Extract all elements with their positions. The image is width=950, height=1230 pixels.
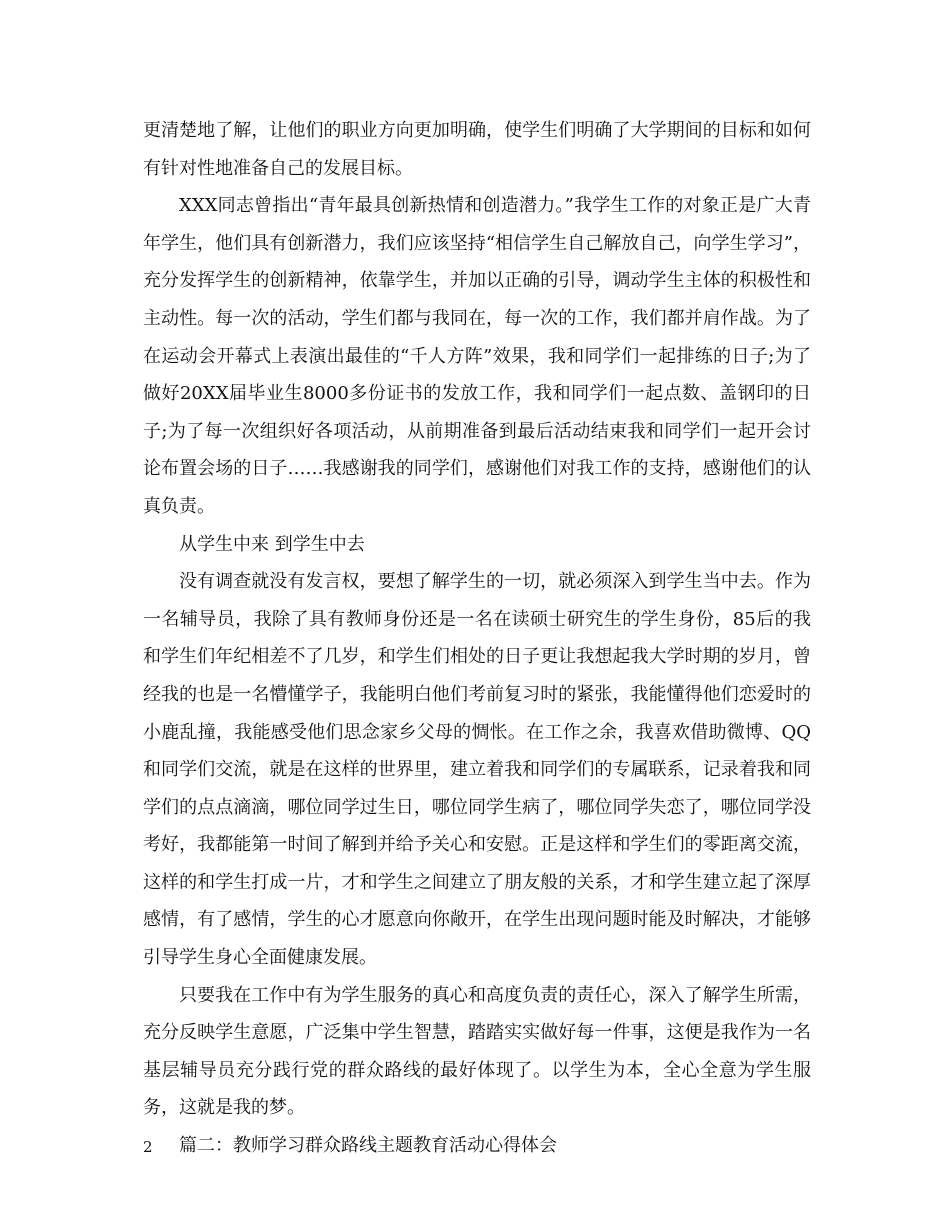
paragraph-continuation: 更清楚地了解，让他们的职业方向更加明确，使学生们明确了大学期间的目标和如何有针对性地准备自己的发展目标。	[143, 120, 811, 179]
paragraph-conclusion: 只要我在工作中有为学生服务的真心和高度负责的责任心，深入了解学生所需，充分反映学生意愿，广泛集中学生智慧，踏踏实实做好每一件事，这便是我作为一名基层辅导员充分践行党的群众路线的最好体现了。以学生为本，全心全意为学生服务，这就是我的梦。	[143, 984, 811, 1119]
chapter-title: 篇二：教师学习群众路线主题教育活动心得体会	[179, 1135, 557, 1157]
paragraph-quote-youth: XXX同志曾指出“青年最具创新热情和创造潜力。”我学生工作的对象正是广大青年学生，他们具有创新潜力，我们应该坚持“相信学生自己解放自己，向学生学习”，充分发挥学生的创新精神，依靠学生，并加以正确的引导，调动学生主体的积极性和主动性。每一次的活动，学生们都与我同在，每一次的工作，我们都并肩作战。为了在运动会开幕式上表演出最佳的“千人方阵”效果，我和同学们一起排练的日子;为了做好20XX届毕业生8000多份证书的发放工作，我和同学们一起点数、盖钢印的日子;为了每一次组织好各项活动，从前期准备到最后活动结束我和同学们一起开会讨论布置会场的日子……我感谢我的同学们，感谢他们对我工作的支持，感谢他们的认真负责。	[143, 195, 811, 517]
paragraph-investigation: 没有调查就没有发言权，要想了解学生的一切，就必须深入到学生当中去。作为一名辅导员，我除了具有教师身份还是一名在读硕士研究生的学生身份，85后的我和学生们年纪相差不了几岁，和学生们相处的日子更让我想起我大学时期的岁月，曾经我的也是一名懵懂学子，我能明白他们考前复习时的紧张，我能懂得他们恋爱时的小鹿乱撞，我能感受他们思念家乡父母的惆怅。在工作之余，我喜欢借助微博、QQ和同学们交流，就是在这样的世界里，建立着我和同学们的专属联系，记录着我和同学们的点点滴滴，哪位同学过生日，哪位同学生病了，哪位同学失恋了，哪位同学没考好，我都能第一时间了解到并给予关心和安慰。正是这样和学生们的零距离交流，这样的和学生打成一片，才和学生之间建立了朋友般的关系，才和学生建立起了深厚感情，有了感情，学生的心才愿意向你敞开，在学生出现问题时能及时解决，才能够引导学生身心全面健康发展。	[143, 571, 811, 969]
document-body	[143, 112, 811, 1165]
page-number: 2	[143, 1138, 153, 1156]
section-heading: 从学生中来 到学生中去	[179, 533, 365, 555]
